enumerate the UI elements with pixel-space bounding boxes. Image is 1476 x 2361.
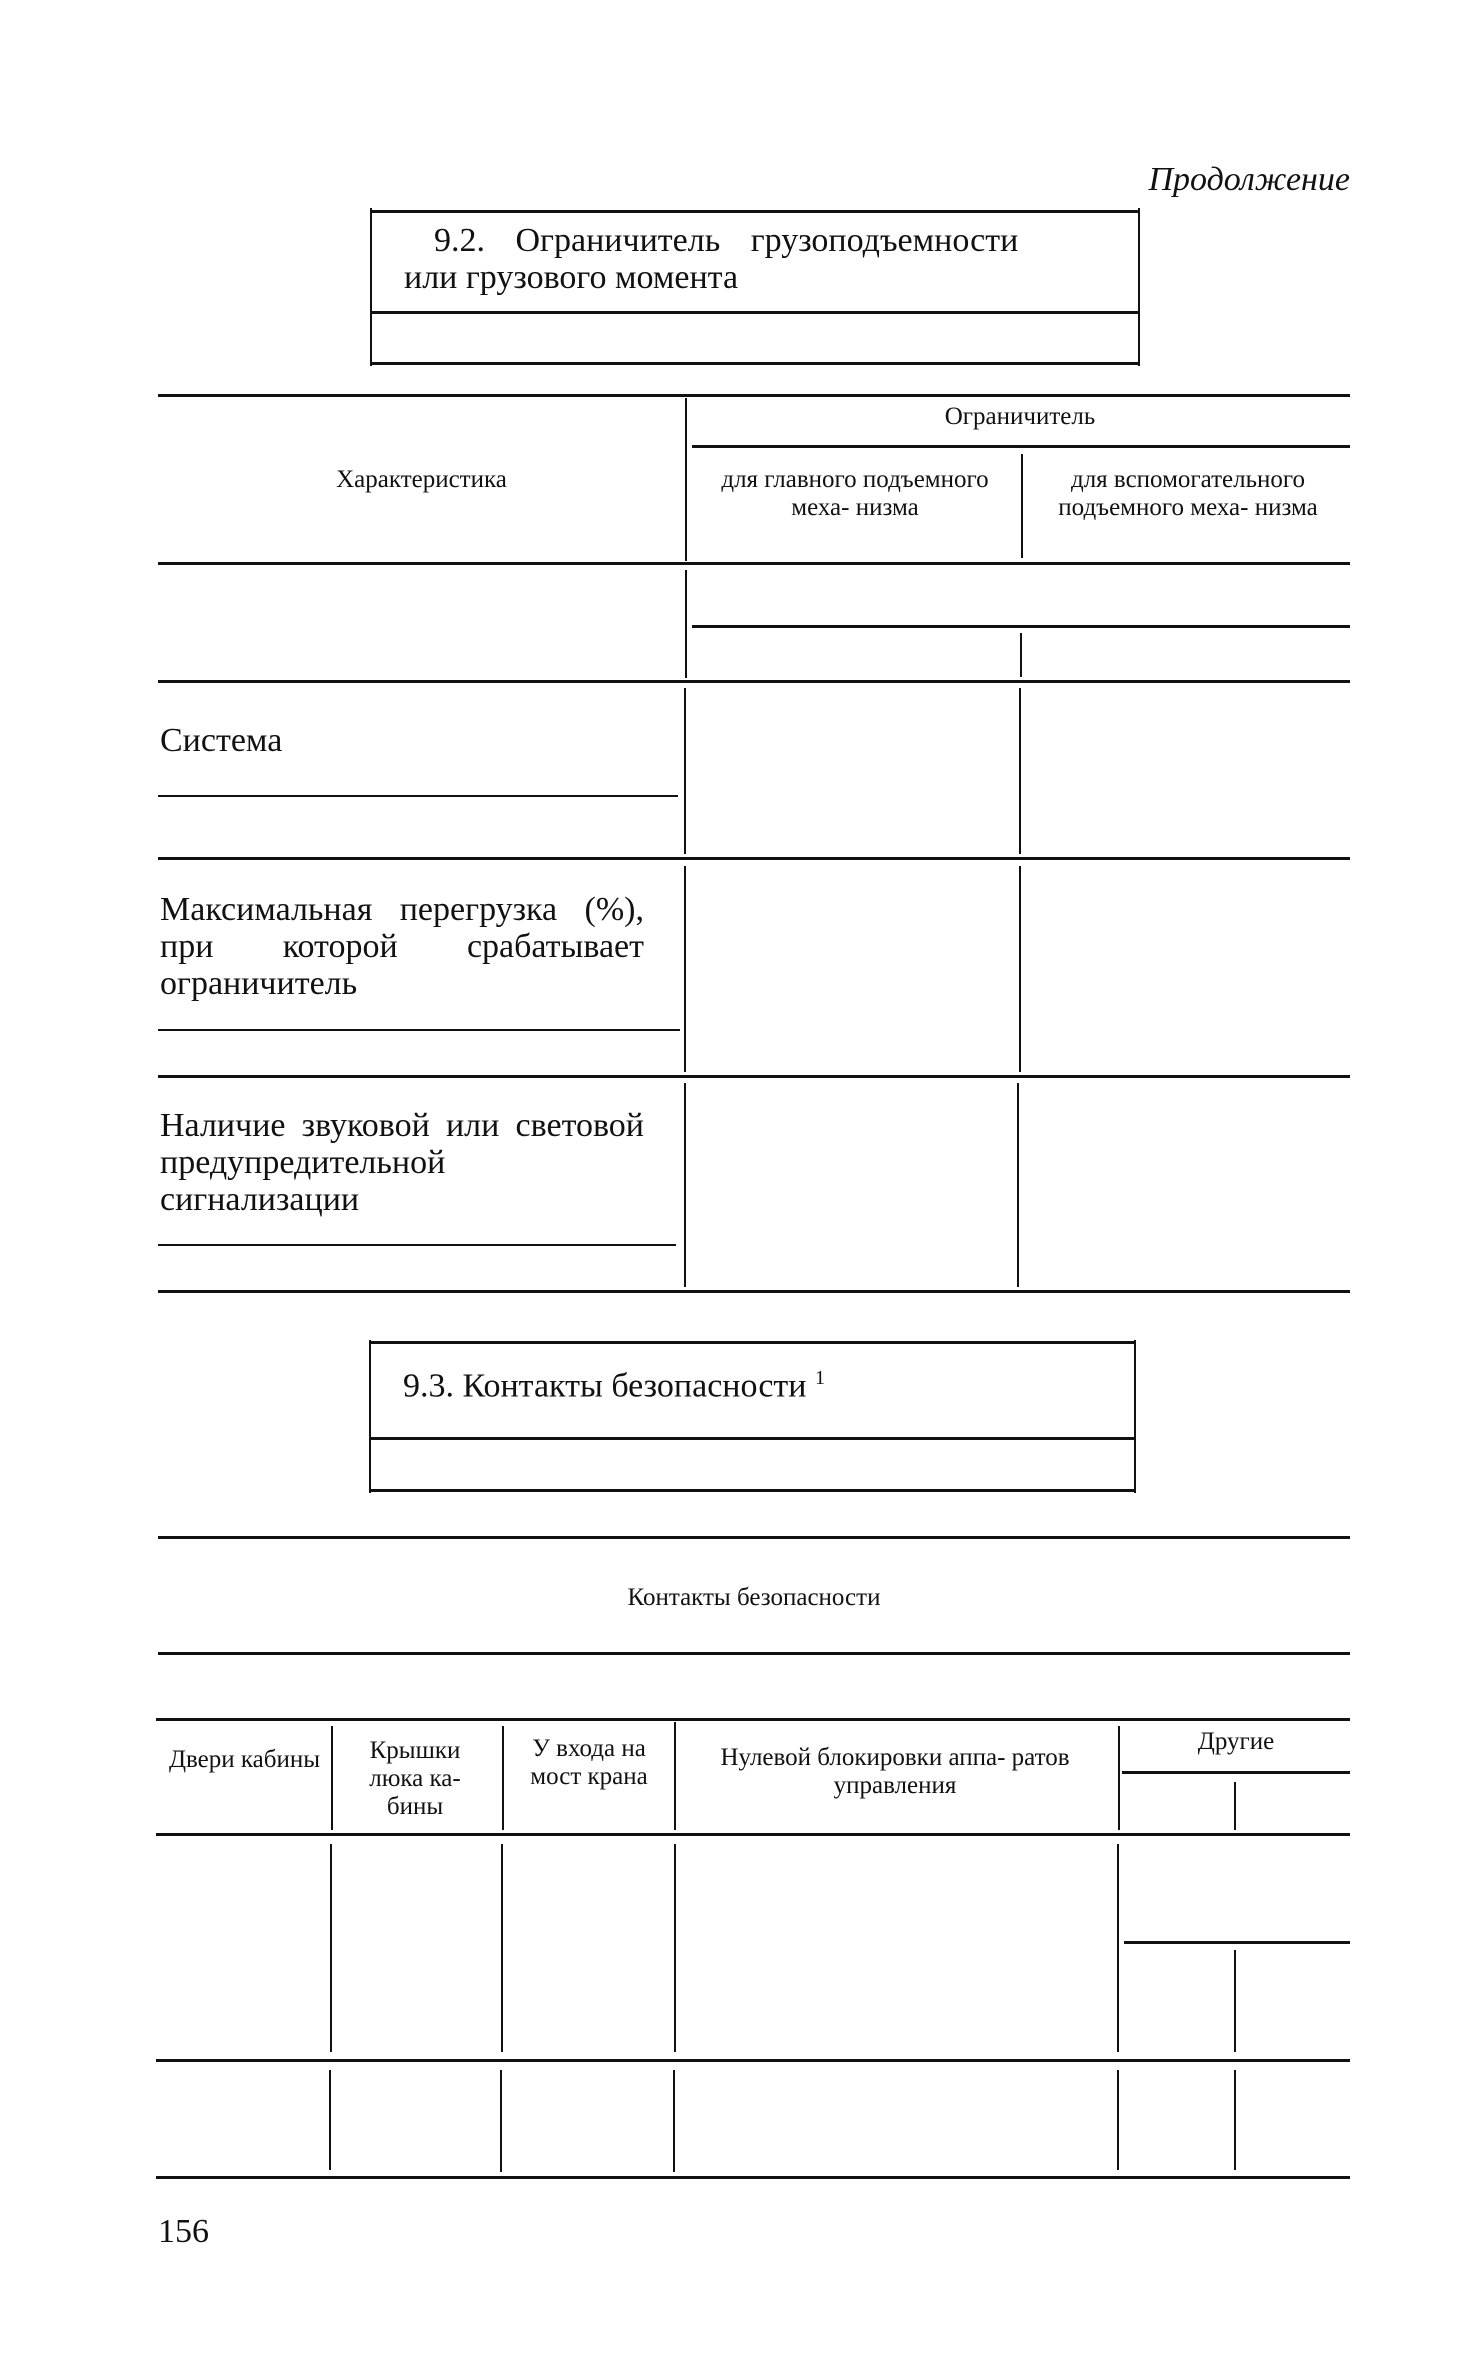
header-limiter: Ограничитель	[944, 403, 1096, 430]
header-hatch-covers: Крышки люка ка- бины	[369, 1737, 461, 1820]
header-aux-mechanism: для вспомогательного подъемного меха- низма	[1058, 466, 1318, 521]
header-zero-interlock: Нулевой блокировки аппа- ратов управления	[720, 1744, 1070, 1799]
table-caption: Контакты безопасности	[627, 1584, 881, 1611]
page-number: 156	[158, 2213, 209, 2250]
continuation-label: Продолжение	[1148, 161, 1350, 198]
header-characteristic: Характеристика	[336, 466, 507, 493]
row-label: Система	[160, 722, 283, 759]
header-bridge-entrance: У входа на мост крана	[530, 1735, 648, 1790]
header-other: Другие	[1197, 1728, 1275, 1755]
section-9-2-title-line2: или грузового момента	[404, 259, 739, 296]
row-label: Наличие звуковой или световой предупредительной сигнализации	[160, 1107, 644, 1218]
section-9-2-title-line1: 9.2. Ограничитель грузоподъемности	[434, 222, 1019, 259]
row-label: Максимальная перегрузка (%), при которой срабатывает ограничитель	[160, 891, 644, 1002]
section-9-3-title: 9.3. Контакты безопасности $^1$	[403, 1367, 825, 1405]
footnote-mark: 1	[814, 1367, 825, 1389]
header-cabin-doors: Двери кабины	[168, 1746, 321, 1773]
header-main-mechanism: для главного подъемного меха- низма	[721, 466, 989, 521]
